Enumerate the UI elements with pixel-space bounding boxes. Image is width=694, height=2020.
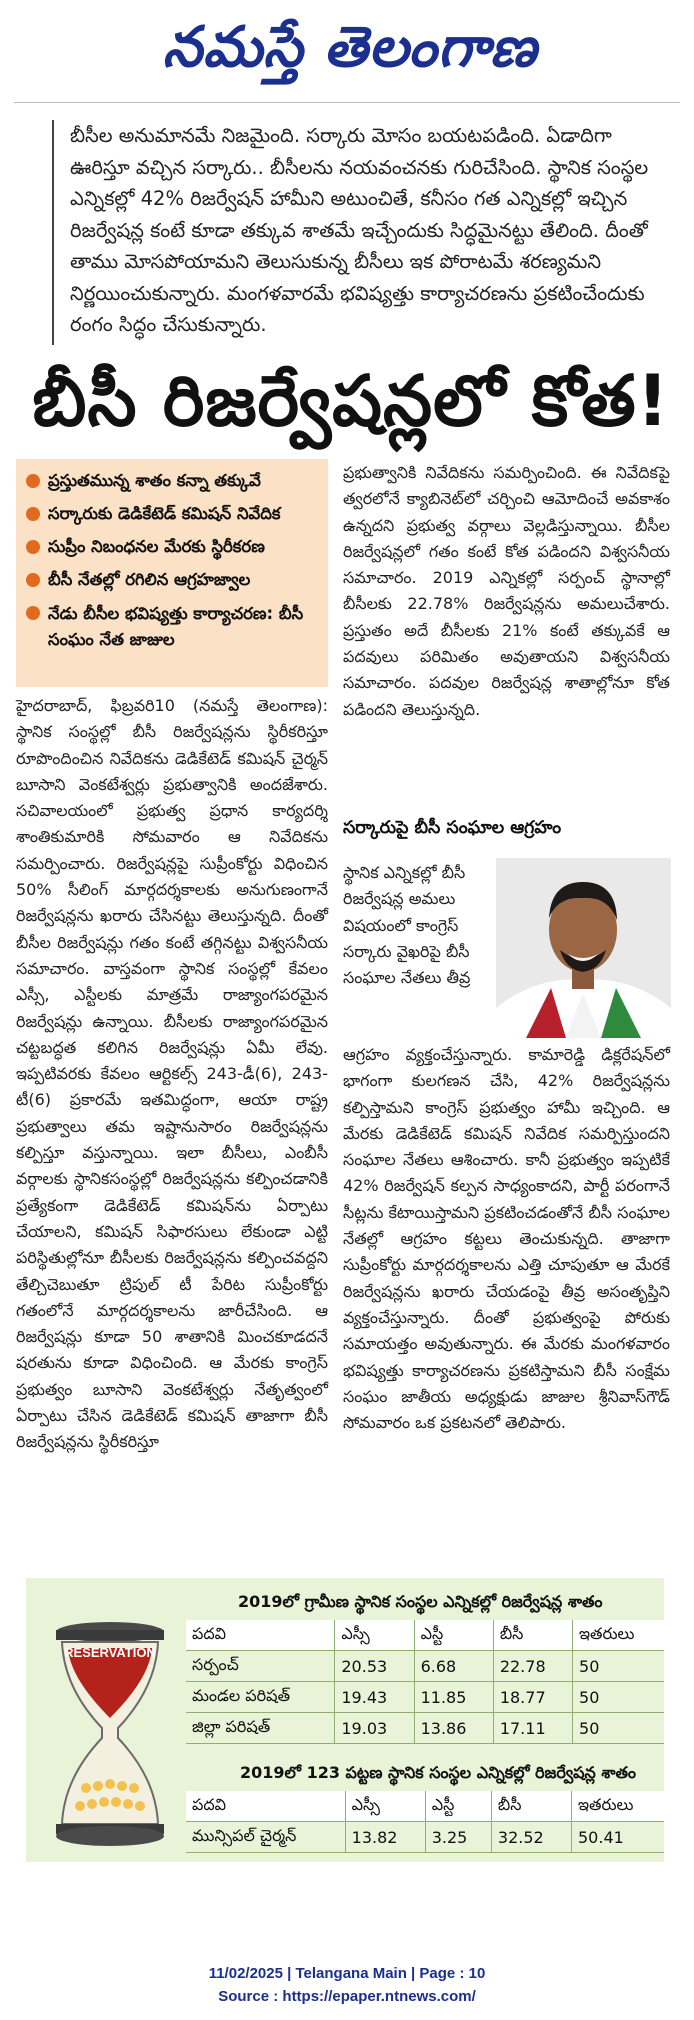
table-cell: జిల్లా పరిషత్	[186, 1713, 335, 1744]
table-header-cell: బీసీ	[493, 1620, 572, 1651]
table-cell: 19.03	[335, 1713, 414, 1744]
masthead	[0, 0, 694, 102]
highlight-text: సర్కారుకు డెడికేటెడ్ కమిషన్ నివేదిక	[48, 504, 281, 523]
table-cell: మున్సిపల్ చైర్మన్	[186, 1822, 345, 1853]
table-header-cell: పదవి	[186, 1791, 345, 1822]
highlight-text: బీసీ నేతల్లో రగిలిన ఆగ్రహజ్వాల	[48, 570, 251, 589]
bullet-icon	[26, 606, 40, 620]
table-header-cell: ఇతరులు	[573, 1620, 664, 1651]
table-cell: మండల పరిషత్	[186, 1682, 335, 1713]
highlight-text: నేడు బీసీల భవిష్యత్తు కార్యాచరణ: బీసీ సంఘం నేత జాజుల	[48, 604, 304, 649]
headline: బీసీ రిజర్వేషన్లలో కోత!	[32, 360, 670, 442]
table-cell: 13.82	[345, 1822, 425, 1853]
table-row	[186, 1651, 664, 1682]
article-body-wrap: స్థానిక ఎన్నికల్లో బీసీ రిజర్వేషన్ల అమలు విషయంలో కాంగ్రెస్ సర్కారు వైఖరిపై బీసీ సంఘాల నేతలు తీవ్ర	[343, 863, 471, 988]
bullet-icon	[26, 573, 40, 587]
article-body-left: హైదరాబాద్, ఫిబ్రవరి10 (నమస్తే తెలంగాణ): స్థానిక సంస్థల్లో బీసీ రిజర్వేషన్లను స్థిరీకరిస్తూ రూపొందించిన నివేదికను డెడికేటెడ్ కమిషన్ చైర్మన్ బూసాని వెంకటేశ్వర్లు ప్రభుత్వానికి అందజేశారు. సచివాలయంలో ప్రభుత్వ ప్రధాన కార్యదర్శి శాంతికుమారికి సోమవారం ఆ నివేదికను సమర్పించారు. రిజర్వేషన్లపై సుప్రీంకోర్టు విధించిన 50% సీలింగ్ మార్గదర్శకాలకు అనుగుణంగానే రిజర్వేషన్లను ఖరారు చేసినట్టు తెలుస్తున్నది. దీంతో బీసీల రిజర్వేషన్లు గతం కంటే తగ్గినట్టు విశ్వసనీయ సమాచారం. వాస్తవంగా స్థానిక సంస్థల్లో కేవలం ఎస్సీ, ఎస్టీలకు మాత్రమే రాజ్యాంగపరమైన రిజర్వేషన్లు ఉన్నాయి. బీసీలకు రాజ్యాంగపరమైన చట్టబద్ధత కలిగిన రిజర్వేషన్లు ఏమీ లేవు. ఇప్పటివరకు కేవలం ఆర్టికల్స్ 243-డీ(6), 243-టీ(6) ప్రకారమే ఇతమిద్ధంగా, ఆయా రాష్ట్ర ప్రభుత్వాలు తమ ఇష్టానుసారం రిజర్వేషన్లను కల్పిస్తూ వస్తున్నాయి. ఇలా బీసీలు, ఎంబీసీ వర్గాలకు స్థానికసంస్థల్లో రిజర్వేషన్లను కల్పించడానికి ప్రత్యేకంగా డెడికేటెడ్ కమిషన్‌ను ఏర్పాటు చేయాలని, కమిషన్ సిఫారసులు లేకుండా ఎట్టి పరిస్థితుల్లోనూ బీసీలకు రిజర్వేషన్లను కల్పించవద్దని తేల్చిచెబుతూ ట్రిపుల్ టీ పేరిట సుప్రీంకోర్టు గతంలోనే మార్గదర్శకాలను జారీచేసింది. ఆ రిజర్వేషన్లు కూడా 50 శాతానికి మించకూడదనే షరతును కూడా విధించింది. ఆ మేరకు కాంగ్రెస్ ప్రభుత్వం బూసాని వెంకటేశ్వర్లు నేతృత్వంలో ఏర్పాటు చేసిన డెడికేటెడ్ కమిషన్ తాజాగా బీసీ రిజర్వేషన్లను స్థిరీకరిస్తూ	[16, 696, 328, 1452]
urban-reservation-table	[186, 1791, 664, 1853]
table-row	[186, 1682, 664, 1713]
table-header-cell: ఎస్సీ	[345, 1791, 425, 1822]
rural-reservation-table	[186, 1620, 664, 1744]
table-header-cell: ఎస్టీ	[414, 1620, 493, 1651]
bullet-icon	[26, 507, 40, 521]
table-cell: 20.53	[335, 1651, 414, 1682]
table-header-cell: ఎస్సీ	[335, 1620, 414, 1651]
table-title-urban: 2019లో 123 పట్టణ స్థానిక సంస్థల ఎన్నికల్లో రిజర్వేషన్ల శాతం	[240, 1763, 637, 1782]
table-cell: 50	[573, 1713, 664, 1744]
table-row	[186, 1822, 664, 1853]
footer-source-link[interactable]: Source : https://epaper.ntnews.com/	[218, 1988, 476, 2005]
reservation-label-text: RESERVATION	[64, 1645, 156, 1660]
bullet-icon	[26, 474, 40, 488]
subheading: సర్కారుపై బీసీ సంఘాల ఆగ్రహం	[343, 818, 562, 838]
table-cell: 18.77	[493, 1682, 572, 1713]
article-body-right-bottom: ఆగ్రహం వ్యక్తంచేస్తున్నారు. కామారెడ్డి డిక్లరేషన్‌లో భాగంగా కులగణన చేసి, 42% రిజర్వేషన్లను కల్పిస్తామని కాంగ్రెస్ ప్రభుత్వం హామీ ఇచ్చింది. ఆ మేరకు డెడికేటెడ్ కమిషన్ నివేదిక సమర్పిస్తుందని సంఘాల నేతలు ఆశించారు. కానీ ప్రభుత్వం ఇప్పటికే 42% రిజర్వేషన్ కల్పన సాధ్యంకాదని, పార్టీ పరంగానే సీట్లను కేటాయిస్తామని ప్రకటించడంతోనే బీసీ సంఘాల నేతల్లో ఆగ్రహం కట్టలు తెంచుకున్నది. తాజాగా సుప్రీంకోర్టు మార్గదర్శకాలను ఎత్తి చూపుతూ ఆ మేరకే రిజర్వేషన్లను ఖరారు చేయడంపై తీవ్ర అసంతృప్తిని వ్యక్తంచేస్తున్నారు. దీంతో ప్రభుత్వంపై పోరుకు సమాయత్తం అవుతున్నారు. ఈ మేరకు మంగళవారం భవిష్యత్తు కార్యాచరణను ప్రకటిస్తామని బీసీ సంక్షేమ సంఘం జాతీయ అధ్యక్షుడు జాజుల శ్రీనివాస్‌గౌడ్ సోమవారం ఒక ప్రకటనలో తెలిపారు.	[343, 1045, 670, 1433]
table-cell: 6.68	[414, 1651, 493, 1682]
table-header-cell: బీసీ	[491, 1791, 571, 1822]
footer-edition-info: 11/02/2025 | Telangana Main | Page : 10	[208, 1965, 486, 1982]
table-cell: 50.41	[572, 1822, 665, 1853]
portrait-photo	[496, 858, 671, 1038]
table-header-row	[186, 1620, 664, 1651]
masthead-title: నమస్తే తెలంగాణ	[162, 14, 538, 80]
reservation-table-box	[26, 1578, 664, 1862]
table-cell: 17.11	[493, 1713, 572, 1744]
table-header-cell: ఇతరులు	[572, 1791, 665, 1822]
article-body-right: ప్రభుత్వానికి నివేదికను సమర్పించింది. ఈ నివేదికపై త్వరలోనే క్యాబినెట్‌లో చర్చించి ఆమోదించే అవకాశం ఉన్నదని ప్రభుత్వ వర్గాలు వెల్లడిస్తున్నాయి. బీసీల రిజర్వేషన్లలో గతం కంటే కోత పడిందని విశ్వసనీయ సమాచారం. 2019 ఎన్నికల్లో సర్పంచ్ స్థానాల్లో బీసీలకు 22.78% రిజర్వేషన్లను అమలుచేశారు. ప్రస్తుతం అదే బీసీలకు 21% కంటే తక్కువకే ఆ పదవులు పరిమితం అవుతాయని విశ్వసనీయ సమాచారం. పదవుల రిజర్వేషన్ల శాతాల్లోనూ కోత పడిందని తెలుస్తున్నది.	[343, 463, 670, 719]
reservation-label-banner	[46, 1640, 174, 1664]
bullet-icon	[26, 540, 40, 554]
highlight-text: సుప్రీం నిబంధనల మేరకు స్థిరీకరణ	[48, 537, 265, 556]
person-portrait-icon	[496, 858, 671, 1038]
table-row	[186, 1713, 664, 1744]
highlights-box	[16, 459, 328, 687]
highlight-item	[24, 502, 320, 526]
table-cell: 19.43	[335, 1682, 414, 1713]
table-header-cell: ఎస్టీ	[425, 1791, 491, 1822]
table-cell: 32.52	[491, 1822, 571, 1853]
highlight-item	[24, 601, 320, 653]
intro-paragraph: బీసీల అనుమానమే నిజమైంది. సర్కారు మోసం బయటపడింది. ఏడాదిగా ఊరిస్తూ వచ్చిన సర్కారు.. బీసీలను నయవంచనకు గురిచేసింది. స్థానిక సంస్థల ఎన్నికల్లో 42% రిజర్వేషన్ హామీని అటుంచితే, కనీసం గత ఎన్నికల్లో ఇచ్చిన రిజర్వేషన్ల కంటే కూడా తక్కువ శాతమే ఇచ్చేందుకు సిద్ధమైనట్టు తేలింది. దీంతో తాము మోసపోయామని తెలుసుకున్న బీసీలు ఇక పోరాటమే శరణ్యమని నిర్ణయించుకున్నారు. మంగళవారమే భవిష్యత్తు కార్యాచరణను ప్రకటించేందుకు రంగం సిద్ధం చేసుకున్నారు.	[52, 120, 660, 345]
table-title-rural: 2019లో గ్రామీణ స్థానిక సంస్థల ఎన్నికల్లో రిజర్వేషన్ల శాతం	[238, 1592, 603, 1611]
table-cell: సర్పంచ్	[186, 1651, 335, 1682]
table-cell: 3.25	[425, 1822, 491, 1853]
table-header-cell: పదవి	[186, 1620, 335, 1651]
highlight-item	[24, 568, 320, 592]
masthead-divider	[14, 102, 680, 103]
table-cell: 50	[573, 1651, 664, 1682]
table-cell: 11.85	[414, 1682, 493, 1713]
highlight-item	[24, 469, 320, 493]
highlight-text: ప్రస్తుతమున్న శాతం కన్నా తక్కువే	[48, 471, 261, 490]
table-cell: 13.86	[414, 1713, 493, 1744]
table-cell: 50	[573, 1682, 664, 1713]
highlight-item	[24, 535, 320, 559]
table-header-row	[186, 1791, 664, 1822]
table-cell: 22.78	[493, 1651, 572, 1682]
